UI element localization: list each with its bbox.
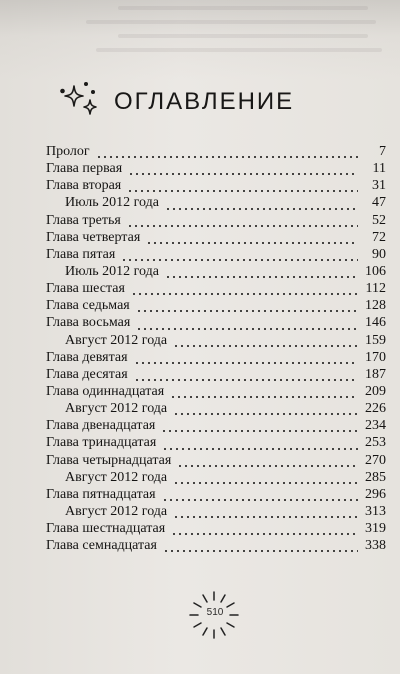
toc-entry-title: Глава третья xyxy=(46,212,121,228)
toc-entry-page: 270 xyxy=(365,452,386,468)
toc-entry-page: 170 xyxy=(365,349,386,365)
dot-leader xyxy=(161,417,358,434)
toc-entry-title: Глава восьмая xyxy=(46,315,131,331)
toc-entry-title: Глава двенадцатая xyxy=(46,418,156,434)
toc-entry xyxy=(46,177,386,194)
toc-entry-page: 319 xyxy=(365,521,386,537)
dot-leader xyxy=(171,520,358,537)
toc-entry-title: Глава вторая xyxy=(46,178,122,194)
toc-entry xyxy=(46,160,386,177)
toc-entry xyxy=(46,452,386,469)
toc-entry xyxy=(46,486,386,503)
dot-leader xyxy=(134,349,358,366)
dot-leader xyxy=(136,297,358,314)
toc-entry-title: Глава четвертая xyxy=(46,229,141,245)
toc-entry-title: Глава пятая xyxy=(46,246,116,262)
toc-entry-title: Глава семнадцатая xyxy=(46,538,157,554)
toc-entry xyxy=(46,537,386,554)
toc-entry-page: 128 xyxy=(365,298,386,314)
toc-entry-title: Глава шестая xyxy=(46,281,125,297)
toc-entry-title: Глава седьмая xyxy=(46,298,130,314)
toc-entry xyxy=(46,417,386,434)
toc-entry xyxy=(46,520,386,537)
dot-leader xyxy=(121,246,358,263)
dot-leader xyxy=(162,486,358,503)
toc-entry-page: 7 xyxy=(379,143,386,159)
toc-entry-page: 47 xyxy=(372,195,386,211)
toc-entry xyxy=(46,503,386,520)
toc-entry-title: Глава десятая xyxy=(46,366,128,382)
toc-entry-page: 112 xyxy=(365,281,386,297)
dot-leader xyxy=(163,537,358,554)
toc-entry-title: Глава пятнадцатая xyxy=(46,486,156,502)
toc-entry xyxy=(46,314,386,331)
toc-entry-page: 52 xyxy=(372,212,386,228)
toc-entry-page: 313 xyxy=(365,503,386,519)
toc-entry xyxy=(46,229,386,246)
dot-leader xyxy=(162,435,358,452)
toc-entry-title: Глава тринадцатая xyxy=(46,435,157,451)
toc-entry-page: 90 xyxy=(372,246,386,262)
page-title: ОГЛАВЛЕНИЕ xyxy=(114,87,295,115)
toc-entry xyxy=(46,469,386,486)
dot-leader xyxy=(127,212,358,229)
toc-entry-page: 146 xyxy=(365,315,386,331)
toc-heading xyxy=(58,78,294,122)
dot-leader xyxy=(128,160,358,177)
toc-entry-page: 226 xyxy=(365,401,386,417)
toc-entry-title: Пролог xyxy=(46,143,90,159)
toc-entry xyxy=(46,349,386,366)
toc-entry-page: 338 xyxy=(365,538,386,554)
toc-entry-page: 187 xyxy=(365,366,386,382)
toc-entry-title: Август 2012 года xyxy=(65,401,168,417)
toc-entry xyxy=(46,280,386,297)
toc-entry xyxy=(46,366,386,383)
toc-entry-page: 296 xyxy=(365,486,386,502)
dot-leader xyxy=(173,469,358,486)
toc-entry xyxy=(46,246,386,263)
toc-entry-page: 106 xyxy=(365,263,386,279)
toc-entry-page: 11 xyxy=(372,161,386,177)
toc-entry-title: Июль 2012 года xyxy=(65,263,159,279)
dot-leader xyxy=(131,280,358,297)
toc-entry xyxy=(46,194,386,211)
toc-entry-title: Глава шестнадцатая xyxy=(46,521,166,537)
dot-leader xyxy=(173,503,358,520)
dot-leader xyxy=(96,143,358,160)
dot-leader xyxy=(165,263,358,280)
toc-entry-page: 209 xyxy=(365,383,386,399)
toc-entry-page: 159 xyxy=(365,332,386,348)
toc-entry xyxy=(46,263,386,280)
page-number: 510 xyxy=(206,607,224,618)
dot-leader xyxy=(136,315,358,332)
toc-entry xyxy=(46,332,386,349)
toc-entry xyxy=(46,383,386,400)
toc-entry-title: Август 2012 года xyxy=(65,503,168,519)
dot-leader xyxy=(173,400,358,417)
toc-entry xyxy=(46,297,386,314)
table-of-contents xyxy=(46,143,386,554)
toc-entry xyxy=(46,434,386,451)
toc-entry xyxy=(46,212,386,229)
toc-entry-page: 253 xyxy=(365,435,386,451)
toc-entry-page: 31 xyxy=(372,178,386,194)
toc-entry-title: Глава девятая xyxy=(46,349,128,365)
toc-entry-title: Глава четырнадцатая xyxy=(46,452,172,468)
dot-leader xyxy=(170,383,358,400)
toc-entry-page: 234 xyxy=(365,418,386,434)
toc-entry xyxy=(46,143,386,160)
toc-entry-title: Глава первая xyxy=(46,161,123,177)
dot-leader xyxy=(134,366,358,383)
toc-entry-title: Июль 2012 года xyxy=(65,195,159,211)
sparkles-icon xyxy=(58,78,104,122)
dot-leader xyxy=(165,195,358,212)
toc-entry-title: Глава одиннадцатая xyxy=(46,383,165,399)
toc-entry-page: 285 xyxy=(365,469,386,485)
dot-leader xyxy=(127,177,358,194)
toc-entry xyxy=(46,400,386,417)
toc-entry-title: Август 2012 года xyxy=(65,332,168,348)
toc-entry-page: 72 xyxy=(372,229,386,245)
dot-leader xyxy=(173,332,358,349)
toc-entry-title: Август 2012 года xyxy=(65,469,168,485)
bleed-through-text xyxy=(0,0,400,80)
dot-leader xyxy=(177,452,358,469)
dot-leader xyxy=(146,229,358,246)
